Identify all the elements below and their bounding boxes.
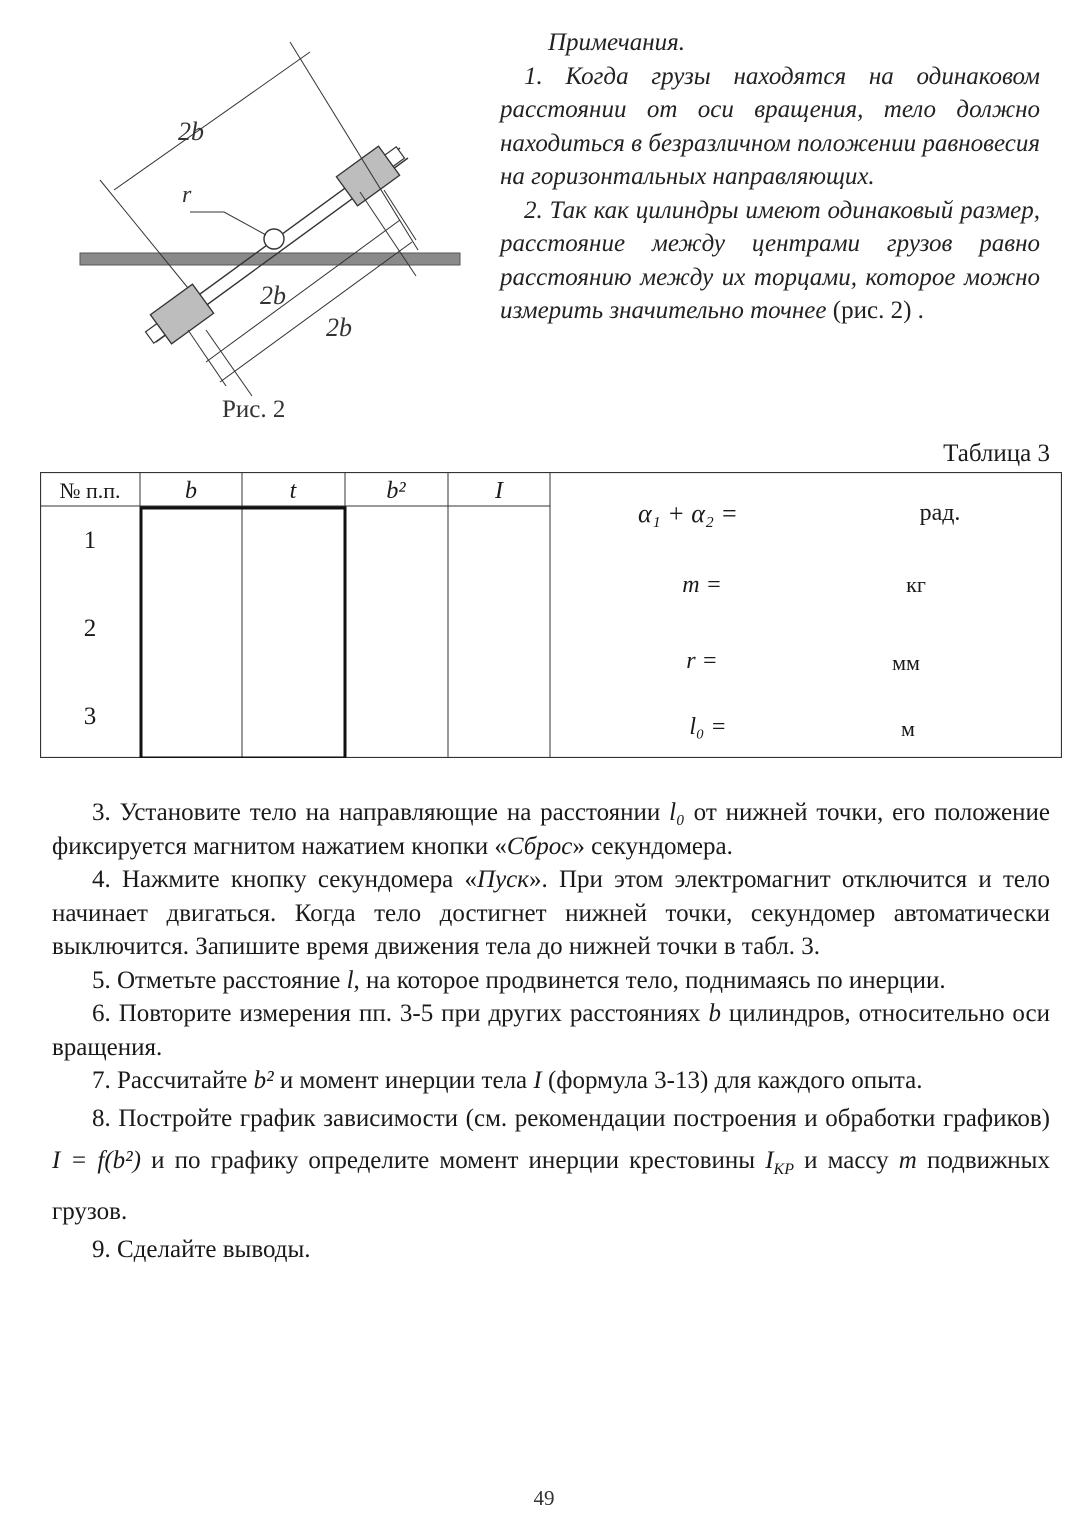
row-number-1: 1 [83,527,97,554]
step-3: 3. Установите тело на направляющие на расстоянии l₀ от нижней точки, его положение фиксируется магнитом нажатием кнопки «Сброс» секундомера. [52,799,1050,860]
step-9: 9. Сделайте выводы. [92,1235,311,1263]
notes-title: Примечания. [548,29,685,56]
r-leader [190,212,266,235]
step-5: 5. Отметьте расстояние l, на которое продвинется тело, поднимаясь по инерции. [92,966,946,994]
extension-d [206,330,252,396]
extension-b [384,190,416,240]
note-2 [500,194,1040,328]
header-b-squared: b² [386,478,406,504]
lower-weight [139,284,214,352]
figure-2 [70,30,480,430]
param-angles-unit: рад. [919,500,961,526]
note-2-ref: (рис. 2) . [826,297,924,324]
step-8: 8. Постройте график зависимости (см. рекомендации построения и обработки графиков) I = f(b²) и по графику определите момент инерции крестовины $I_{KP}$ и массу m подвижных грузов. [52,1104,1050,1225]
param-angles-label: α₁ + α₂ = [638,499,738,528]
instructions [52,796,1050,1266]
label-mid-2b: 2b [260,281,286,310]
label-r: r [182,182,192,208]
note-2-text: 2. Так как цилиндры имеют одинаковый размер, расстояние между центрами грузов равно расстоянию между их торцами, которое можно измерить значительно точнее [500,196,1040,324]
param-mass-unit: кг [906,572,926,597]
notes-block [500,26,1040,328]
param-r-unit: мм [892,650,920,675]
param-l0-label: l₀ = [689,714,727,740]
step-7: 7. Рассчитайте b² и момент инерции тела I (формула 3-13) для каждого опыта. [92,1067,923,1094]
step-6: 6. Повторите измерения пп. 3-5 при других расстояниях b цилиндров, относительно оси вращения. [52,1000,1050,1061]
note-1: 1. Когда грузы находятся на одинаковом расстоянии от оси вращения, тело должно находиться в безразличном положении равновесия на горизонтальных направляющих. [500,62,1040,190]
param-r-label: r = [686,648,718,674]
extension-top-left [100,180,188,288]
figure-caption: Рис. 2 [222,396,286,423]
row-number-3: 3 [83,703,97,730]
extension-c [188,330,226,386]
crosspiece-diagram [70,30,480,430]
table-3 [40,472,1062,758]
header-t: t [289,478,297,504]
header-i: I [495,478,503,504]
table-grid [40,472,1062,758]
table-caption: Таблица 3 [943,440,1050,467]
header-number: № п.п. [59,478,121,503]
dimension-top-2b [114,52,310,190]
dimension-mid-2b [206,220,400,362]
label-top-2b: 2b [178,117,204,146]
step-4: 4. Нажмите кнопку секундомера «Пуск». При этом электромагнит отключится и тело начинает двигаться. Когда тело достигнет нижней точки, секундомер автоматически выключится. Запишите время движения тела до нижней точки в табл. 3. [52,866,1051,960]
param-mass-label: m = [682,572,722,598]
highlight-box [141,508,345,758]
extension-top-right [290,42,418,250]
row-number-2: 2 [83,615,97,642]
page-number: 49 [533,1486,555,1510]
rotation-axis [264,229,284,249]
header-b: b [185,478,197,504]
label-low-2b: 2b [326,313,352,342]
param-l0-unit: м [901,716,915,741]
